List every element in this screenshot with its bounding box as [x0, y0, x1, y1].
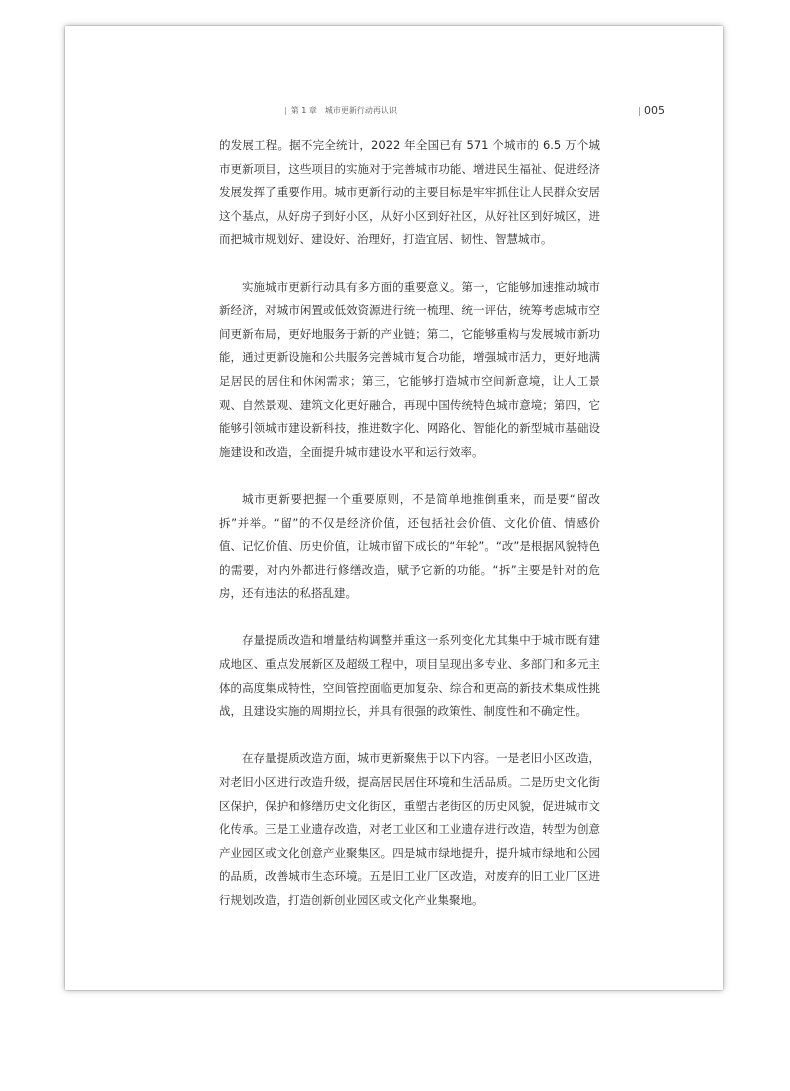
- paragraph-1: 的发展工程。据不完全统计，2022 年全国已有 571 个城市的 6.5 万个城市更新项目，这些项目的实施对于完善城市功能、增进民生福祉、促进经济发展发挥了重要作用。城市更新行动的主要目标是牢牢抓住让人民群众安居这个基点，从好房子到好小区，从好小区到好社区，从好社区到好城区，进而把城市规划好、建设好、治理好，打造宜居、韧性、智慧城市。: [219, 138, 600, 247]
- chapter-heading: | 第 1 章 城市更新行动再认识: [284, 106, 397, 115]
- paragraph-3: 城市更新要把握一个重要原则，不是简单地推倒重来，而是要“留改拆”并举。“留”的不仅是经济价值，还包括社会价值、文化价值、情感价值、记忆价值、历史价值，让城市留下成长的“年轮”。“改”是根据风貌特色的需要，对内外都进行修缮改造，赋予它新的功能。“拆”主要是针对的危房，还有违法的私搭乱建。: [219, 491, 600, 601]
- paragraph-5: 在存量提质改造方面，城市更新聚焦于以下内容。一是老旧小区改造，对老旧小区进行改造升级，提高居民居住环境和生活品质。二是历史文化街区保护，保护和修缮历史文化街区，重塑古老街区的历史风貌，促进城市文化传承。三是工业遗存改造，对老工业区和工业遗存进行改造，转型为创意产业园区或文化创意产业聚集区。四是城市绿地提升，提升城市绿地和公园的品质，改善城市生态环境。五是旧工业厂区改造，对废弃的旧工业厂区进行规划改造，打造创新创业园区或文化产业集聚地。: [219, 751, 600, 907]
- chapter-title: 城市更新行动再认识: [324, 106, 397, 115]
- running-header: [284, 104, 665, 118]
- paragraph-4: 存量提质改造和增量结构调整并重这一系列变化尤其集中于城市既有建成地区、重点发展新区及超级工程中，项目呈现出多专业、多部门和多元主体的高度集成特性，空间管控面临更加复杂、综合和更高的新技术集成性挑战，且建设实施的周期拉长，并具有很强的政策性、制度性和不确定性。: [219, 633, 600, 719]
- page-number-block: | 005: [637, 104, 665, 117]
- page-number: 005: [644, 104, 665, 117]
- paragraph-2: 实施城市更新行动具有多方面的重要意义。第一，它能够加速推动城市新经济，对城市闲置或低效资源进行统一梳理、统一评估，统筹考虑城市空间更新布局，更好地服务于新的产业链；第二，它能够重构与发展城市新功能，通过更新设施和公共服务完善城市复合功能，增强城市活力，更好地满足居民的居住和休闲需求；第三，它能够打造城市空间新意境，让人工景观、自然景观、建筑文化更好融合，再现中国传统特色城市意境；第四，它能够引领城市建设新科技，推进数字化、网路化、智能化的新型城市基础设施建设和改造，全面提升城市建设水平和运行效率。: [219, 279, 600, 459]
- body-text: [219, 134, 600, 936]
- chapter-number: 第 1 章: [290, 106, 317, 115]
